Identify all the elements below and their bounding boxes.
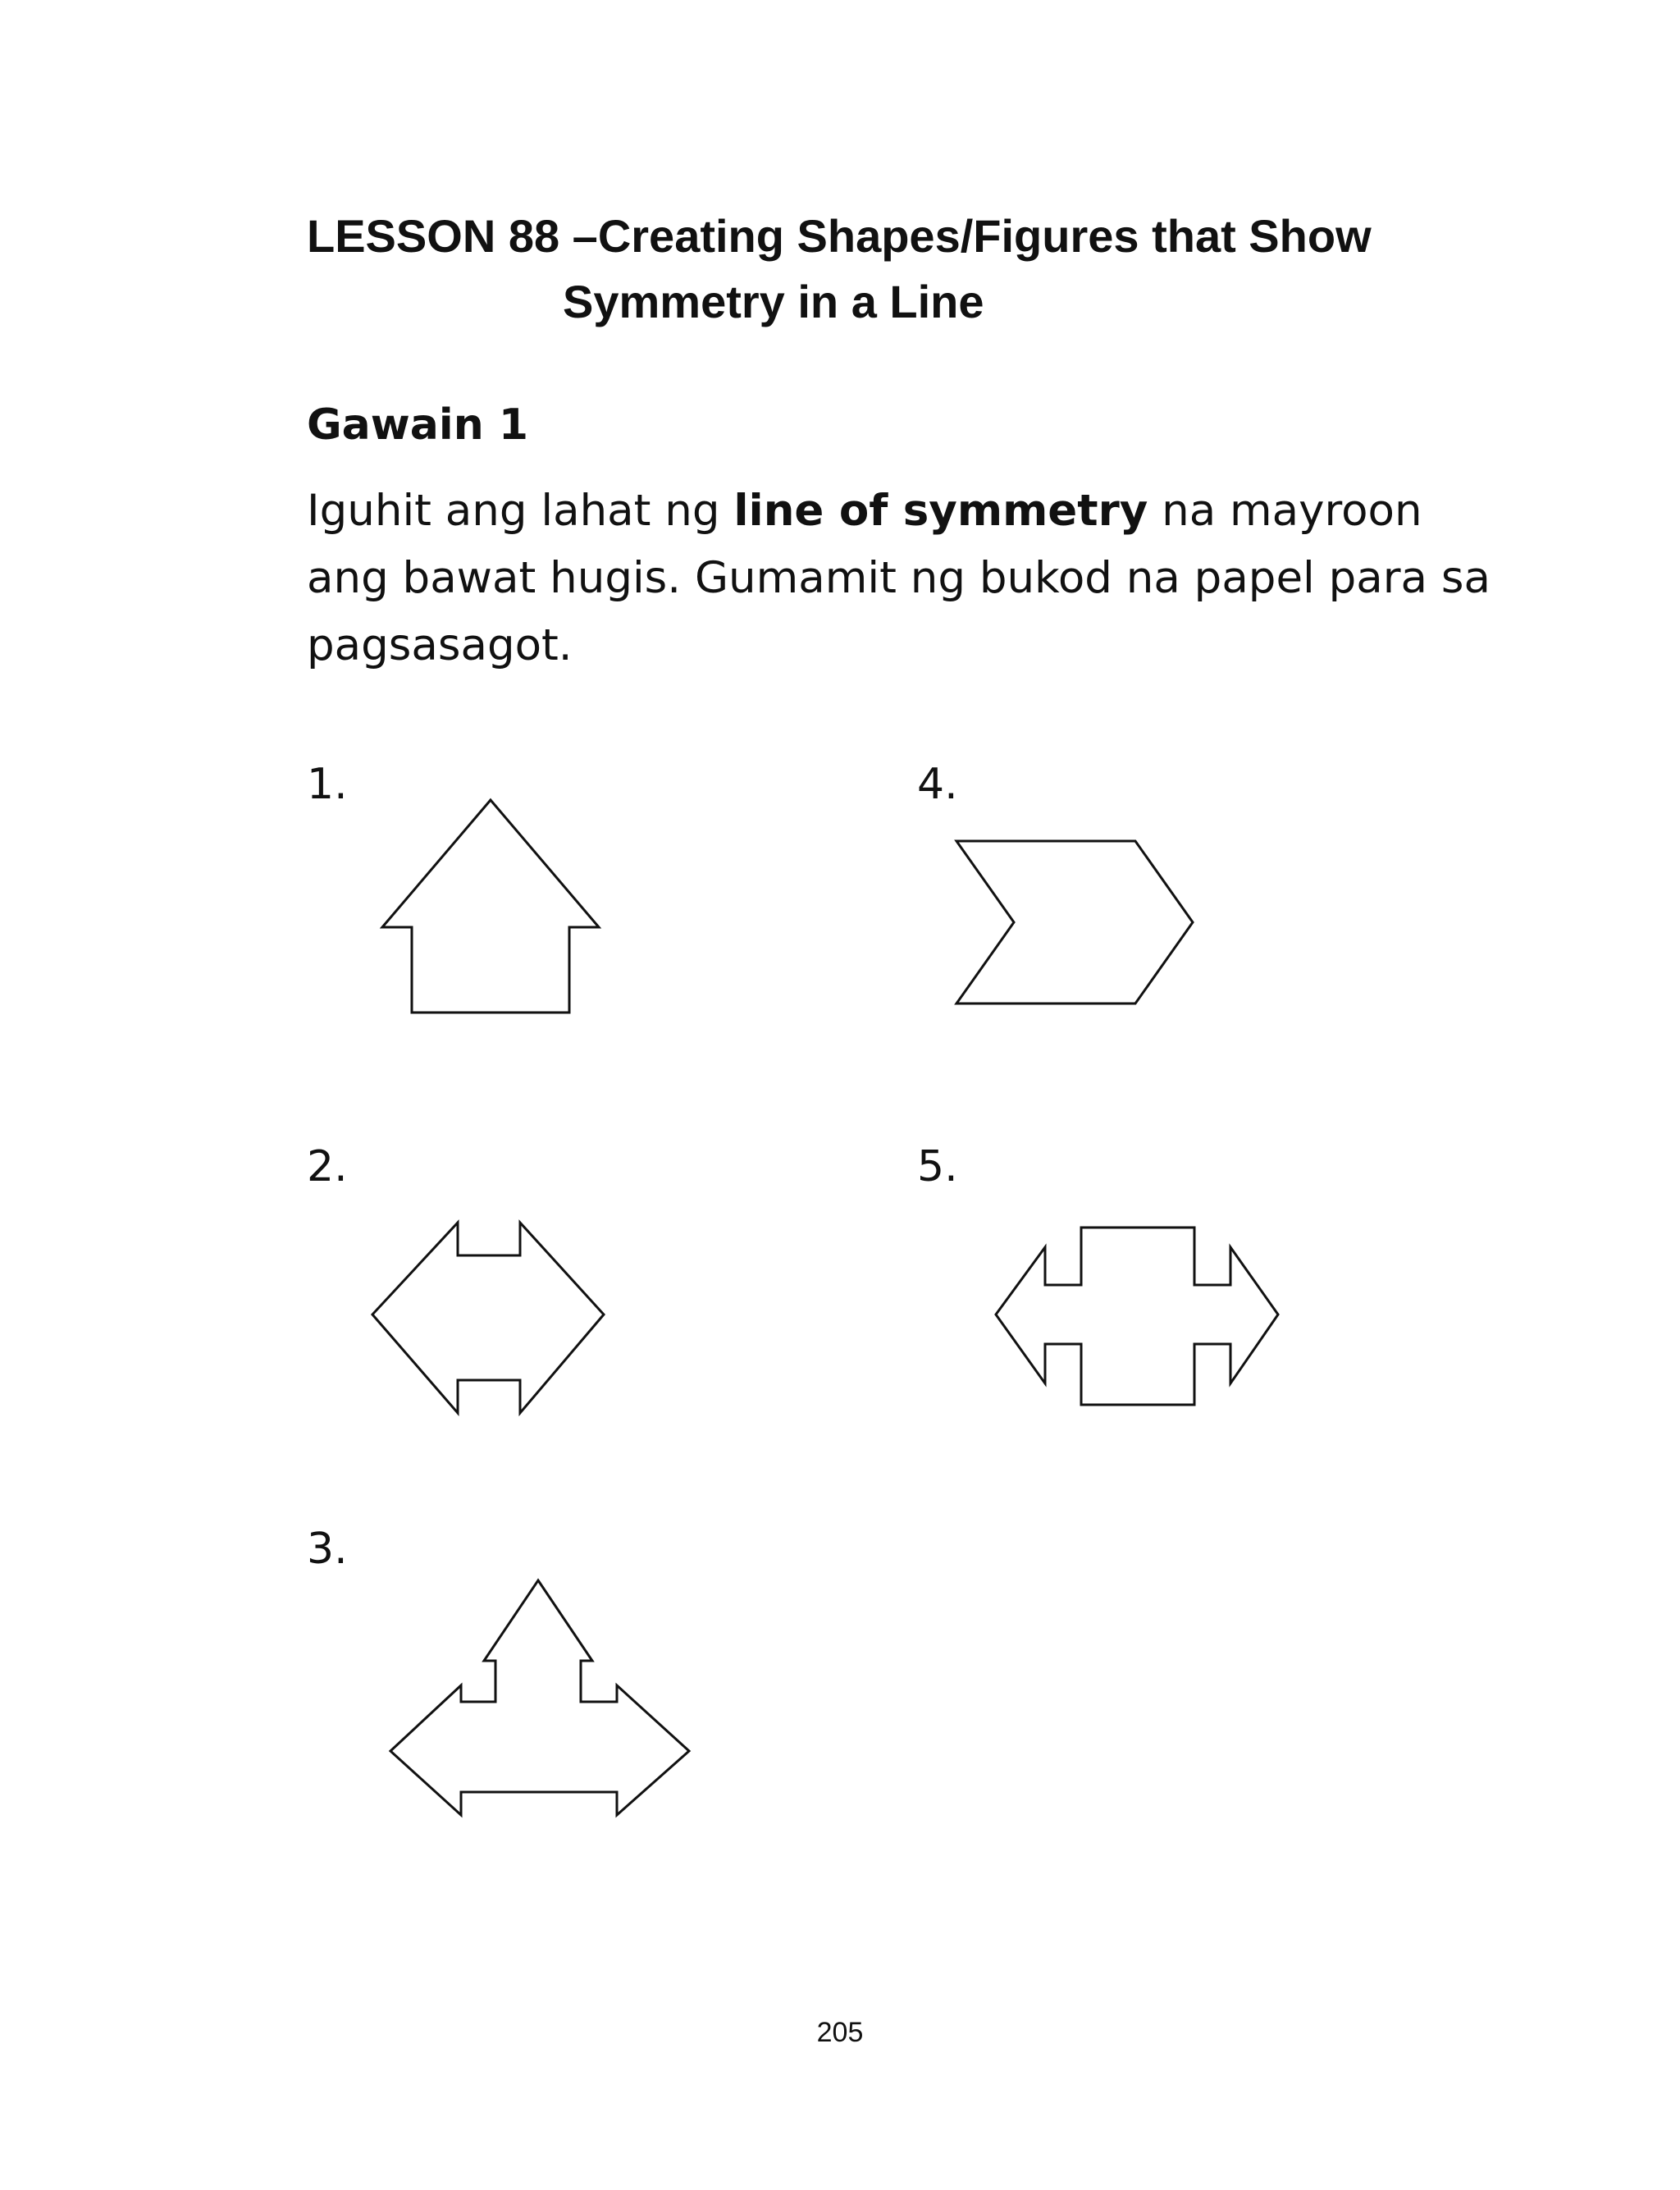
instruction-keyword: line of symmetry	[733, 486, 1148, 536]
page-number: 205	[816, 2017, 864, 2048]
item-number-3: 3.	[307, 1525, 348, 1574]
shape-house-pentagon	[377, 796, 607, 1019]
item-number-5: 5.	[917, 1142, 958, 1191]
lesson-title	[307, 203, 1372, 335]
lesson-title-line2: Symmetry in a Line	[563, 276, 984, 327]
instruction-text-start: Iguhit ang lahat ng	[307, 486, 734, 536]
item-number-1: 1.	[307, 760, 348, 809]
activity-instructions	[307, 478, 1504, 679]
shape-chevron-arrow	[952, 837, 1198, 1011]
shape-notched-hexagon	[368, 1218, 610, 1418]
item-number-2: 2.	[307, 1142, 348, 1191]
activity-heading: Gawain 1	[307, 400, 529, 450]
item-number-4: 4.	[917, 760, 958, 809]
shape-double-arrow-cross	[991, 1223, 1286, 1410]
instruction-text-end: na mayroon ang bawat hugis. Gumamit ng bukod na papel para sa pagsasagot.	[307, 486, 1491, 670]
lesson-title-line1: LESSON 88 –Creating Shapes/Figures that Show	[307, 210, 1372, 262]
shape-three-way-arrow	[386, 1575, 697, 1822]
